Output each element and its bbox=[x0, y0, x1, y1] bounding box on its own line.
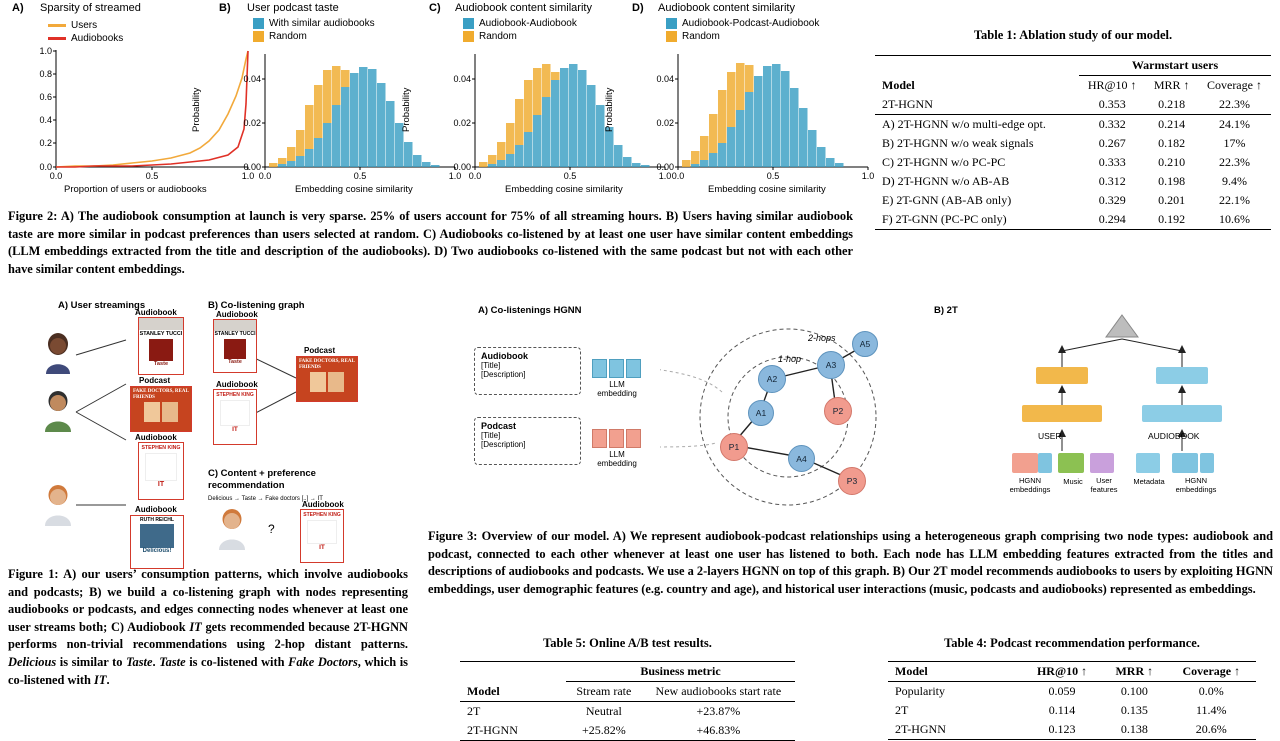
figure3-podcast-line1: [Title] bbox=[481, 431, 501, 440]
svg-text:1.0: 1.0 bbox=[241, 171, 255, 181]
table5-title: Table 5: Online A/B test results. bbox=[543, 636, 712, 650]
svg-text:0.0: 0.0 bbox=[49, 171, 63, 181]
legend-swatch-users bbox=[48, 24, 66, 27]
podcast-title-fakedoctors-a: FAKE DOCTORS, REAL FRIENDS bbox=[133, 389, 189, 400]
panel-b-title: User podcast taste bbox=[247, 2, 339, 14]
table4-cell-model: 2T bbox=[895, 703, 909, 717]
table4-cell-cov: 11.4% bbox=[1196, 703, 1227, 717]
book-title-it-b: IT bbox=[232, 426, 238, 433]
figure3-feature-user-features bbox=[1090, 453, 1114, 473]
book-card-taste-b bbox=[213, 319, 257, 373]
svg-text:1.0: 1.0 bbox=[658, 171, 672, 181]
legend-box-random-d bbox=[666, 31, 677, 42]
table5-cell-stream: Neutral bbox=[585, 704, 622, 718]
legend-box-ab-pc-ab bbox=[666, 18, 677, 29]
table4-row bbox=[888, 682, 1256, 702]
figure3-diagram bbox=[460, 305, 1260, 515]
panel-a-title: Sparsity of streamed bbox=[40, 2, 141, 14]
figure3-feature-hgnn-user bbox=[1012, 453, 1038, 473]
figure3-audiobook-title: Audiobook bbox=[481, 351, 528, 361]
figure1-diagram bbox=[30, 300, 410, 554]
book-card-it-c bbox=[300, 509, 344, 563]
table1-row bbox=[875, 153, 1271, 172]
panel-b-legend bbox=[253, 16, 375, 42]
figure1-rec-path: Delicious → Taste → Fake doctors [..] → IT bbox=[208, 496, 323, 502]
svg-text:0.0: 0.0 bbox=[468, 171, 482, 181]
figure3-feature-label-music: Music bbox=[1063, 477, 1083, 486]
figure1-caption: Figure 1: A) our users’ consumption patterns, which involve audiobooks and podcasts; B) we build a co-listening graph with nodes representing audiobooks or podcasts, and edges connecting nodes whenever at least one user streams both; C) Audiobook IT gets recommended because 2T-HGNN performs non-trivial recommendations using 2-hop distant patterns. Delicious is similar to Taste. Taste is co-listened with Fake Doctors, which is co-listened with IT. bbox=[8, 567, 409, 687]
book-title-taste-b: Taste bbox=[228, 359, 242, 365]
figure3-podcast-embedding-chips bbox=[592, 429, 641, 448]
table1-cell-model: B) 2T-HGNN w/o weak signals bbox=[882, 136, 1034, 150]
svg-text:2-hops: 2-hops bbox=[808, 333, 836, 343]
table5-row bbox=[460, 702, 795, 722]
table1-cell-model: D) 2T-HGNN w/o AB-AB bbox=[882, 174, 1010, 188]
figure3-node-a2: A2 bbox=[758, 365, 786, 393]
figure3-node-a3: A3 bbox=[817, 351, 845, 379]
figure3-feature-hgnn-ab bbox=[1172, 453, 1198, 473]
avatar-user-1 bbox=[38, 330, 78, 376]
avatar-user-rec bbox=[212, 506, 252, 552]
panel-a-legend bbox=[48, 18, 123, 44]
book-card-taste-a bbox=[138, 317, 184, 375]
book-author-reichl-a: RUTH REICHL bbox=[140, 517, 174, 523]
book-card-it-b bbox=[213, 389, 257, 445]
legend-label-random: Random bbox=[269, 31, 307, 42]
figure3-llm-label-audiobook: LLM embedding bbox=[597, 380, 637, 398]
svg-text:0.0: 0.0 bbox=[39, 162, 52, 172]
svg-text:0.5: 0.5 bbox=[563, 171, 577, 181]
figure1-section-c-text: C) Content + preference recommendation bbox=[208, 468, 316, 491]
figure3-feature-label-user-features: User features bbox=[1090, 476, 1118, 494]
table4-cell-mrr: 0.100 bbox=[1120, 684, 1148, 698]
figure3-audiobook-layer-top bbox=[1156, 367, 1208, 384]
book-title-it-c: IT bbox=[319, 544, 325, 551]
table1-header-row bbox=[875, 76, 1271, 96]
book-title-taste-a: Taste bbox=[153, 361, 169, 367]
table1-cell-mrr: 0.201 bbox=[1158, 193, 1186, 207]
table5-cell-stream: +25.82% bbox=[581, 723, 626, 737]
table1-cell-hr: 0.312 bbox=[1098, 174, 1126, 188]
figure3-llm-label-podcast: LLM embedding bbox=[597, 450, 637, 468]
legend-swatch-audiobooks bbox=[48, 37, 66, 40]
table1-row bbox=[875, 191, 1271, 210]
svg-text:0.5: 0.5 bbox=[145, 171, 159, 181]
svg-text:0.04: 0.04 bbox=[453, 74, 471, 84]
svg-text:0.02: 0.02 bbox=[656, 118, 674, 128]
figure3-podcast-line2: [Description] bbox=[481, 440, 526, 449]
table1-row bbox=[875, 115, 1271, 135]
figure3-audiobook-line2: [Description] bbox=[481, 370, 526, 379]
table4-row bbox=[888, 701, 1256, 720]
table4-cell-hr: 0.123 bbox=[1048, 722, 1076, 736]
table1 bbox=[875, 55, 1271, 230]
legend-label-random-d: Random bbox=[682, 31, 720, 42]
figure3-feature-metadata bbox=[1136, 453, 1160, 473]
panel-d-title: Audiobook content similarity bbox=[658, 2, 795, 14]
table1-group-header-row bbox=[875, 56, 1271, 76]
figure3-user-layer-bottom bbox=[1022, 405, 1102, 422]
legend-label-ab-pc-ab: Audiobook-Podcast-Audiobook bbox=[682, 18, 820, 29]
table1-row bbox=[875, 172, 1271, 191]
table1-cell-model: A) 2T-HGNN w/o multi-edge opt. bbox=[882, 117, 1046, 131]
panel-b-xlabel: Embedding cosine similarity bbox=[295, 184, 413, 195]
legend-label-ab-ab: Audiobook-Audiobook bbox=[479, 18, 577, 29]
figure3-user-tower-label: USER bbox=[1038, 431, 1062, 441]
panel-a-label: A) bbox=[12, 2, 24, 14]
table1-cell-hr: 0.332 bbox=[1098, 117, 1126, 131]
panel-a-xlabel: Proportion of users or audiobooks bbox=[64, 184, 207, 195]
legend-box-random-c bbox=[463, 31, 474, 42]
table5-block bbox=[460, 636, 795, 741]
table1-cell-model: E) 2T-GNN (AB-AB only) bbox=[882, 193, 1012, 207]
table4-row bbox=[888, 720, 1256, 740]
table5-header-row bbox=[460, 682, 795, 702]
figure3-feature-music bbox=[1058, 453, 1084, 473]
figure3-node-a1: A1 bbox=[748, 400, 774, 426]
legend-label-audiobooks: Audiobooks bbox=[71, 33, 124, 44]
svg-text:0.5: 0.5 bbox=[353, 171, 367, 181]
podcast-card-fakedoctors-b bbox=[296, 356, 358, 402]
panel-b-ylabel: Probability bbox=[191, 87, 202, 132]
table5 bbox=[460, 661, 795, 741]
panel-c-ylabel: Probability bbox=[401, 87, 412, 132]
figure1-a-podcast-label: Podcast bbox=[139, 376, 171, 385]
figure1-a-audiobook-label-2: Audiobook bbox=[135, 433, 177, 442]
book-author-tucci-a: STANLEY TUCCI bbox=[139, 331, 183, 337]
table4-cell-hr: 0.114 bbox=[1048, 703, 1076, 717]
figure2-caption: Figure 2: A) The audiobook consumption at launch is very sparse. 25% of users account for 75% of all streaming hours. B) Users having similar audiobook taste are more similar in podcast preferences than users selected at random. C) Audiobooks co-listened by at least one user have similar content embeddings (LLM embeddings extracted from the title and description of the audiobooks). D) Two audiobooks co-listened with the same podcast but not with each other have similar content embeddings. bbox=[8, 209, 853, 276]
svg-text:1.0: 1.0 bbox=[448, 171, 462, 181]
book-author-king-a: STEPHEN KING bbox=[141, 445, 181, 451]
table5-col-start: New audiobooks start rate bbox=[655, 684, 782, 698]
book-title-it-a: IT bbox=[157, 481, 165, 488]
table4-col-cov: Coverage ↑ bbox=[1182, 664, 1241, 678]
table4-header-row bbox=[888, 662, 1256, 682]
figure3-audiobook-line1: [Title] bbox=[481, 361, 501, 370]
svg-text:0.04: 0.04 bbox=[243, 74, 261, 84]
figure3-feature-label-hgnn-user: HGNN embeddings bbox=[1009, 476, 1051, 494]
panel-c-label: C) bbox=[429, 2, 441, 14]
figure3-audiobook-tower-label: AUDIOBOOK bbox=[1148, 431, 1200, 441]
figure3-feature-label-hgnn-ab: HGNN embeddings bbox=[1175, 476, 1217, 494]
panel-d-xlabel: Embedding cosine similarity bbox=[708, 184, 826, 195]
figure3-feature-hgnn-ab-2 bbox=[1200, 453, 1214, 473]
svg-text:0.0: 0.0 bbox=[258, 171, 272, 181]
figure3-node-a4: A4 bbox=[788, 445, 815, 472]
figure1-a-audiobook-label-3: Audiobook bbox=[135, 505, 177, 514]
table1-col-mrr: MRR ↑ bbox=[1153, 78, 1190, 92]
table1-cell-cov: 17% bbox=[1223, 136, 1246, 150]
svg-text:0.00: 0.00 bbox=[453, 162, 471, 172]
figure1-a-audiobook-label-1: Audiobook bbox=[135, 308, 177, 317]
table1-cell-mrr: 0.192 bbox=[1158, 212, 1186, 226]
table4-col-hr: HR@10 ↑ bbox=[1036, 664, 1088, 678]
svg-text:0.8: 0.8 bbox=[39, 69, 52, 79]
table5-cell-start: +46.83% bbox=[696, 723, 741, 737]
figure1-b-audiobook-label: Audiobook bbox=[216, 310, 258, 319]
table1-cell-hr: 0.267 bbox=[1098, 136, 1126, 150]
table4-cell-hr: 0.059 bbox=[1048, 684, 1076, 698]
table1-cell-mrr: 0.214 bbox=[1158, 117, 1186, 131]
table1-cell-hr: 0.333 bbox=[1098, 155, 1126, 169]
table1-cell-mrr: 0.198 bbox=[1158, 174, 1186, 188]
figure3-audiobook-embedding-chips bbox=[592, 359, 641, 378]
table1-cell-mrr: 0.218 bbox=[1158, 97, 1186, 111]
svg-text:1.0: 1.0 bbox=[861, 171, 875, 181]
figure3-section-b-label: B) 2T bbox=[934, 305, 958, 316]
table1-col-cov: Coverage ↑ bbox=[1206, 78, 1262, 92]
legend-label-users: Users bbox=[71, 20, 98, 31]
table1-cell-cov: 22.3% bbox=[1218, 155, 1250, 169]
panel-b-label: B) bbox=[219, 2, 231, 14]
figure1-question-mark: ? bbox=[268, 522, 275, 536]
table1-col-hr: HR@10 ↑ bbox=[1087, 78, 1137, 92]
svg-text:0.0: 0.0 bbox=[671, 171, 685, 181]
svg-text:0.02: 0.02 bbox=[453, 118, 471, 128]
table1-cell-model: C) 2T-HGNN w/o PC-PC bbox=[882, 155, 1006, 169]
table1-col-model: Model bbox=[882, 78, 915, 92]
table4-cell-cov: 0.0% bbox=[1198, 684, 1224, 698]
table5-group-header: Business metric bbox=[566, 662, 795, 682]
table1-group-header: Warmstart users bbox=[1079, 56, 1271, 76]
figure1-b-podcast-label: Podcast bbox=[304, 346, 336, 355]
table4-title: Table 4: Podcast recommendation performance. bbox=[944, 636, 1200, 650]
table1-cell-mrr: 0.210 bbox=[1158, 155, 1186, 169]
table1-cell-cov: 22.1% bbox=[1218, 193, 1250, 207]
table1-cell-model: F) 2T-GNN (PC-PC only) bbox=[882, 212, 1007, 226]
table1-cell-cov: 24.1% bbox=[1218, 117, 1250, 131]
chart-d-svg bbox=[628, 42, 878, 192]
book-card-it-a bbox=[138, 442, 184, 500]
table1-cell-model: 2T-HGNN bbox=[882, 97, 933, 111]
table1-cell-cov: 22.3% bbox=[1218, 97, 1250, 111]
svg-text:0.2: 0.2 bbox=[39, 138, 52, 148]
figure3-node-a5: A5 bbox=[852, 331, 878, 357]
table4-cell-mrr: 0.135 bbox=[1120, 703, 1148, 717]
table5-cell-start: +23.87% bbox=[696, 704, 741, 718]
svg-text:1.0: 1.0 bbox=[39, 46, 52, 56]
figure3-audiobook-layer-bottom bbox=[1142, 405, 1222, 422]
table5-col-model: Model bbox=[467, 683, 500, 698]
svg-text:0.00: 0.00 bbox=[656, 162, 674, 172]
figure3-podcast-box bbox=[474, 417, 581, 465]
legend-box-similar bbox=[253, 18, 264, 29]
table1-row bbox=[875, 134, 1271, 153]
podcast-card-fakedoctors-a bbox=[130, 386, 192, 432]
podcast-title-fakedoctors-b: FAKE DOCTORS, REAL FRIENDS bbox=[299, 359, 355, 370]
avatar-user-3 bbox=[38, 482, 78, 528]
book-card-delicious-a bbox=[130, 515, 184, 569]
panel-d-legend bbox=[666, 16, 819, 42]
chart-panel-d bbox=[604, 2, 878, 202]
figure3-node-p2: P2 bbox=[824, 397, 852, 425]
table1-cell-cov: 10.6% bbox=[1218, 212, 1250, 226]
panel-d-label: D) bbox=[632, 2, 644, 14]
table4-block bbox=[888, 636, 1256, 740]
table4-col-model: Model bbox=[895, 664, 928, 678]
panel-c-xlabel: Embedding cosine similarity bbox=[505, 184, 623, 195]
figure3-caption: Figure 3: Overview of our model. A) We represent audiobook-podcast relationships using a heterogeneous graph comprising two node types: audiobook and podcast, connected to each other whenever at least one user has listened to both. Each node has LLM embedding features extracted from the titles and descriptions of audiobooks and podcasts. We use a 2-layers HGNN on top of this graph. B) Our 2T model recommends audiobooks to users by exploiting HGNN embeddings, user demographic features (e.g. country and age), and historical user interactions (music, podcasts and audiobooks) represented as embeddings. bbox=[428, 529, 1273, 596]
panel-c-title: Audiobook content similarity bbox=[455, 2, 592, 14]
figure3-node-p1: P1 bbox=[720, 433, 748, 461]
table5-row bbox=[460, 721, 795, 741]
table1-cell-cov: 9.4% bbox=[1221, 174, 1247, 188]
figure3-feature-label-metadata: Metadata bbox=[1133, 477, 1165, 486]
panel-d-ylabel: Probability bbox=[604, 87, 615, 132]
figure3-audiobook-box bbox=[474, 347, 581, 395]
legend-label-random-c: Random bbox=[479, 31, 517, 42]
figure1-b-audiobook-label-2: Audiobook bbox=[216, 380, 258, 389]
book-author-king-b: STEPHEN KING bbox=[216, 392, 254, 398]
figure3-podcast-title: Podcast bbox=[481, 421, 517, 431]
table1-cell-hr: 0.329 bbox=[1098, 193, 1126, 207]
figure3-section-a-label: A) Co-listenings HGNN bbox=[478, 305, 582, 316]
table4-col-mrr: MRR ↑ bbox=[1115, 664, 1154, 678]
figure1-section-b-label: B) Co-listening graph bbox=[208, 300, 305, 311]
figure3-user-layer-top bbox=[1036, 367, 1088, 384]
table5-group-header-row bbox=[460, 662, 795, 682]
table1-row bbox=[875, 95, 1271, 115]
table1-block bbox=[875, 28, 1271, 230]
table1-title: Table 1: Ablation study of our model. bbox=[973, 28, 1173, 42]
table1-row bbox=[875, 210, 1271, 230]
figure1-section-a-label: A) User streamings bbox=[58, 300, 146, 311]
legend-label-similar: With similar audiobooks bbox=[269, 18, 375, 29]
table4-cell-mrr: 0.138 bbox=[1120, 722, 1148, 736]
avatar-user-2 bbox=[38, 388, 78, 434]
table1-cell-hr: 0.353 bbox=[1098, 97, 1126, 111]
book-author-tucci-b: STANLEY TUCCI bbox=[214, 331, 256, 337]
table4-cell-model: Popularity bbox=[895, 684, 945, 698]
svg-text:0.4: 0.4 bbox=[39, 115, 52, 125]
legend-box-ab-ab bbox=[463, 18, 474, 29]
figure1-c-audiobook-label: Audiobook bbox=[302, 500, 344, 509]
svg-text:0.5: 0.5 bbox=[766, 171, 780, 181]
book-title-delicious-a: Delicious! bbox=[142, 548, 172, 554]
table5-col-stream: Stream rate bbox=[576, 684, 632, 698]
table5-cell-model: 2T-HGNN bbox=[467, 723, 518, 737]
figure3-node-p3: P3 bbox=[838, 467, 866, 495]
panel-c-legend bbox=[463, 16, 577, 42]
legend-box-random bbox=[253, 31, 264, 42]
svg-text:0.04: 0.04 bbox=[656, 74, 674, 84]
svg-text:0.6: 0.6 bbox=[39, 92, 52, 102]
svg-text:0.00: 0.00 bbox=[243, 162, 261, 172]
table4-cell-model: 2T-HGNN bbox=[895, 722, 946, 736]
svg-text:0.02: 0.02 bbox=[243, 118, 261, 128]
book-author-king-c: STEPHEN KING bbox=[303, 512, 341, 518]
table5-cell-model: 2T bbox=[467, 704, 481, 718]
table4 bbox=[888, 661, 1256, 740]
svg-text:1-hop: 1-hop bbox=[778, 354, 802, 364]
table1-cell-hr: 0.294 bbox=[1098, 212, 1126, 226]
figure3-feature-hgnn-user-2 bbox=[1038, 453, 1052, 473]
table1-cell-mrr: 0.182 bbox=[1158, 136, 1186, 150]
table4-cell-cov: 20.6% bbox=[1195, 722, 1227, 736]
